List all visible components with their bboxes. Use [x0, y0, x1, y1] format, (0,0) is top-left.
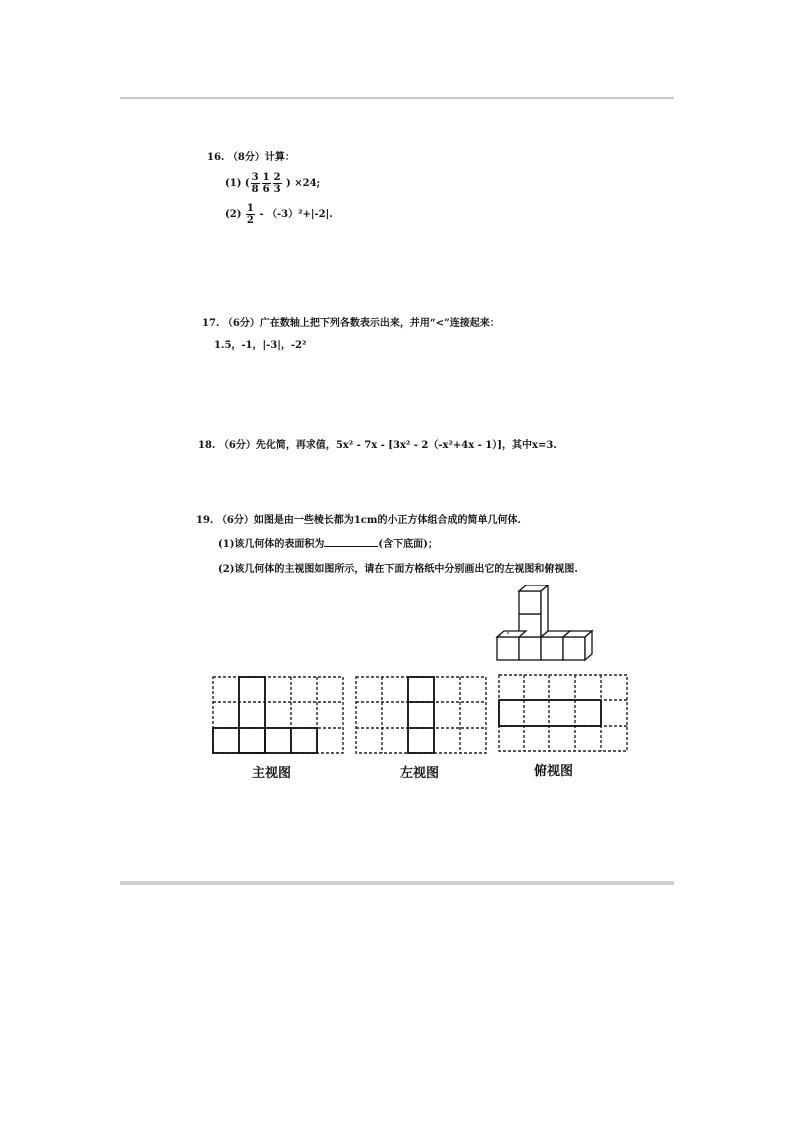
front-view-grid-drawing	[212, 676, 344, 754]
fraction-3-8	[251, 172, 260, 195]
top-view-label: 俯视图	[534, 764, 574, 779]
q19-part1	[218, 535, 438, 550]
bottom-divider	[120, 881, 674, 885]
q16-part2-label: (2)	[225, 209, 242, 220]
frac-num: 3	[251, 172, 259, 183]
top-view-grid-drawing	[498, 674, 628, 752]
q17-numbers: 1.5，-1，|-3|，-2²	[214, 340, 307, 351]
q19-part2: (2)该几何体的主视图如图所示，请在下面方格纸中分别画出它的左视图和俯视图.	[218, 564, 578, 575]
answer-blank	[324, 537, 378, 547]
q16-part1-label: (1)	[225, 178, 242, 189]
q16-part1-tail: ) ×24;	[286, 178, 321, 189]
q18-title: 18. （6分）先化简，再求值，5x² - 7x - [3x² - 2（-x²+4x - 1）]，其中x=3.	[198, 440, 557, 451]
left-view-grid-drawing	[355, 676, 487, 754]
q17-title: 17. （6分）广在数轴上把下列各数表示出来，并用“<”连接起来：	[202, 318, 500, 329]
q16-paren-open: (	[244, 178, 250, 189]
fraction-2-3	[273, 172, 282, 195]
top-view-grid[interactable]	[498, 674, 628, 752]
frac-den: 6	[262, 184, 270, 195]
top-divider	[120, 97, 674, 99]
fraction-1-2	[246, 203, 255, 226]
fraction-1-6	[262, 172, 271, 195]
left-view-label: 左视图	[400, 766, 440, 781]
frac-num: 1	[262, 172, 270, 183]
cube-figure-drawing	[490, 585, 594, 665]
q19-part1-before: (1)该几何体的表面积为	[218, 539, 325, 550]
frac-den: 3	[273, 184, 281, 195]
q16-part1	[225, 172, 320, 195]
front-view-label: 主视图	[252, 766, 292, 781]
cube-figure	[490, 585, 594, 665]
q19-part1-after: (含下底面)；	[378, 539, 438, 550]
frac-num: 2	[273, 172, 281, 183]
q19-title: 19. （6分）如图是由一些棱长都为1cm的小正方体组合成的简单几何体.	[196, 515, 521, 526]
left-view-grid[interactable]	[355, 676, 487, 754]
q16-title: 16. （8分）计算：	[207, 152, 295, 163]
q16-part2	[225, 203, 333, 226]
front-view-grid[interactable]	[212, 676, 344, 754]
frac-num: 1	[246, 203, 254, 214]
frac-den: 2	[246, 215, 254, 226]
q16-part2-tail: - （-3）²+|-2|.	[259, 209, 333, 220]
frac-den: 8	[251, 184, 259, 195]
